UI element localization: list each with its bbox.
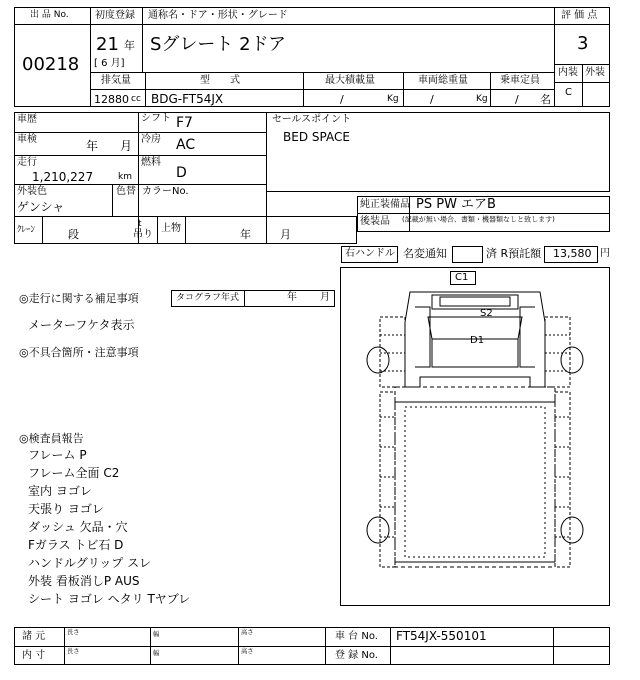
- interior-label: 内装: [558, 67, 578, 78]
- ac-value: AC: [176, 137, 196, 153]
- total-weight-label: 車両総重量: [418, 75, 468, 86]
- crane-tsuri: 吊り: [133, 229, 153, 240]
- inspector-line: ダッシュ 欠品・穴: [28, 520, 128, 534]
- lot-no-label: 出 品 No.: [30, 10, 69, 20]
- driving-note: メーターフケタ表示: [28, 318, 135, 332]
- tacho-month-unit: 月: [320, 292, 330, 303]
- model-value: BDG-FT54JX: [151, 92, 224, 106]
- tacho-label: タコグラフ年式: [176, 293, 240, 303]
- cc-unit: cc: [131, 94, 141, 104]
- first-reg-label: 初度登録: [95, 10, 135, 21]
- height-label: 高さ: [241, 648, 254, 656]
- rhd-label: 右ハンドル: [345, 248, 395, 259]
- crane-label: ｸﾚｰﾝ: [17, 225, 36, 235]
- defects-label: ◎不具合箇所・注意事項: [19, 346, 139, 359]
- height-label: 高さ: [241, 629, 254, 637]
- total-weight-value: /: [430, 93, 434, 106]
- fuel-label: 燃料: [141, 157, 161, 168]
- inspection-label: 車検: [17, 134, 37, 145]
- up-label: 上物: [161, 223, 181, 234]
- yen-unit: 円: [600, 248, 610, 259]
- exterior-label: 外装: [585, 67, 605, 78]
- max-load-value: /: [340, 93, 344, 106]
- ac-label: 冷房: [141, 134, 161, 145]
- d1-marker: D1: [470, 335, 485, 346]
- sales-point-text: BED SPACE: [283, 130, 350, 144]
- km-unit: km: [118, 172, 132, 182]
- name-change-box: [452, 246, 483, 263]
- aftermarket-note: (記載が無い場合、書類・機器類なしと致します): [402, 216, 555, 225]
- first-reg-year: 21: [96, 34, 119, 55]
- lot-no: 00218: [22, 54, 80, 75]
- tacho-year-unit: 年: [287, 292, 297, 303]
- name-label: 通称名・ドア・形状・グレード: [148, 10, 288, 21]
- inner-label: 内 寸: [22, 650, 46, 661]
- inspector-line: ハンドルグリップ スレ: [28, 556, 152, 570]
- mileage-value: 1,210,227: [32, 170, 94, 184]
- width-label: 幅: [153, 631, 160, 639]
- max-load-label: 最大積載量: [325, 75, 375, 86]
- history-label: 車歴: [17, 114, 37, 125]
- model-label: 型 式: [200, 75, 240, 86]
- color-label: 外装色: [17, 186, 47, 197]
- first-reg-month: [ 6 月]: [94, 58, 125, 69]
- year-unit: 年: [124, 39, 135, 52]
- equipment-label: 純正装備品: [360, 199, 410, 210]
- kg-unit-2: Kg: [476, 94, 488, 104]
- spec-label: 諸 元: [22, 631, 46, 642]
- length-label: 長さ: [67, 648, 80, 656]
- crane-t: t: [138, 219, 142, 229]
- kg-unit-1: Kg: [387, 94, 399, 104]
- mileage-label: 走行: [17, 157, 37, 168]
- vehicle-name: Sグレート 2ドア: [150, 34, 287, 55]
- shift-value: F7: [176, 115, 193, 131]
- shift-label: シフト: [141, 113, 171, 124]
- grade-label: 評 価 点: [561, 10, 598, 21]
- reg-label: 登 録 No.: [335, 650, 378, 661]
- inspector-line: シート ヨゴレ ヘタリ Tヤブレ: [28, 592, 191, 606]
- c1-marker: C1: [455, 272, 469, 283]
- aftermarket-label: 後装品: [360, 216, 390, 227]
- inspector-label: ◎検査員報告: [19, 432, 84, 445]
- capacity-unit: 名: [540, 93, 551, 106]
- driving-remarks-label: ◎走行に関する補足事項: [19, 292, 139, 305]
- name-change-label: 名変通知: [403, 247, 447, 260]
- truck-diagram: [340, 267, 610, 606]
- up-year-unit: 年: [240, 228, 251, 241]
- capacity-label: 乗車定員: [500, 75, 540, 86]
- interior-value: C: [565, 87, 572, 98]
- inspection-year-unit: 年: [86, 139, 99, 153]
- color-change-label: 色替: [116, 186, 136, 197]
- tax-label: 済 R預託額: [486, 247, 542, 260]
- inspector-line: フレーム P: [28, 448, 87, 462]
- inspector-line: フレーム全面 C2: [28, 466, 120, 480]
- sales-point-label: セールスポイント: [272, 114, 352, 125]
- inspector-line: 天張り ヨゴレ: [28, 502, 104, 516]
- width-label: 幅: [153, 650, 160, 658]
- up-month-unit: 月: [280, 228, 291, 241]
- crane-dan: 段: [68, 228, 79, 241]
- inspection-month-unit: 月: [120, 139, 133, 153]
- grade-value: 3: [577, 33, 589, 54]
- displacement-value: 12880: [94, 93, 129, 106]
- fuel-value: D: [176, 165, 187, 181]
- chassis-label: 車 台 No.: [335, 631, 378, 642]
- inspector-line: Fガラス トビ石 D: [28, 538, 124, 552]
- inspector-line: 外装 看板消しP AUS: [28, 574, 140, 588]
- equipment-value: PS PW エアB: [416, 197, 496, 212]
- inspector-line: 室内 ヨゴレ: [28, 484, 92, 498]
- displacement-label: 排気量: [101, 75, 131, 86]
- length-label: 長さ: [67, 629, 80, 637]
- s2-marker: S2: [480, 308, 493, 319]
- tax-amount: 13,580: [553, 247, 592, 260]
- color-code-label: カラーNo.: [142, 186, 189, 197]
- capacity-value: /: [515, 93, 519, 106]
- color-value: ゲンシャ: [17, 200, 65, 214]
- chassis-value: FT54JX-550101: [396, 629, 487, 643]
